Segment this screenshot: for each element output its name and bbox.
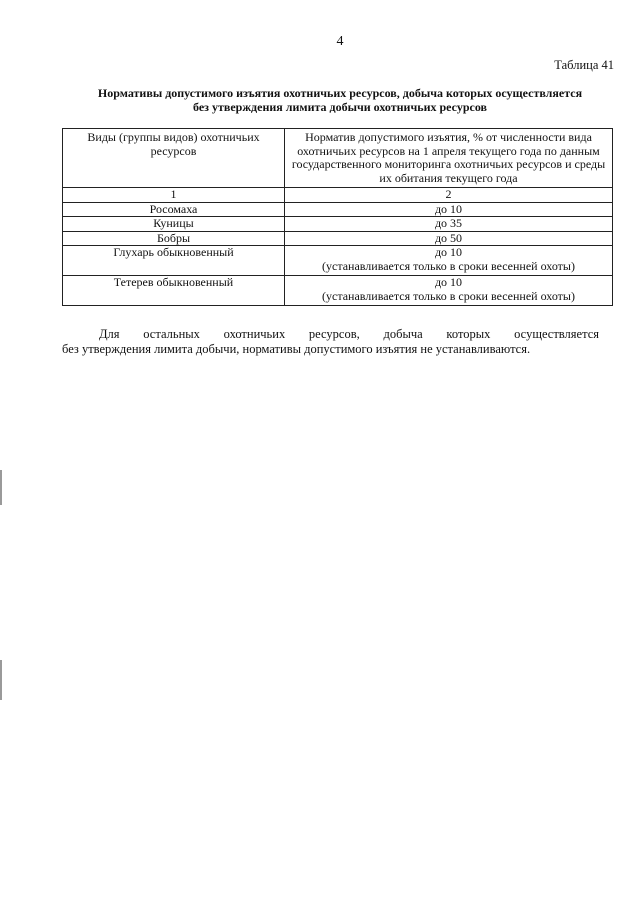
table-caption: Таблица 41 — [554, 58, 614, 72]
document-title — [40, 86, 640, 114]
norm-note: (устанавливается только в сроки весенней охоты) — [322, 288, 575, 303]
norms-table — [62, 128, 613, 306]
footnote-line-2: без утверждения лимита добычи, нормативы допустимого изъятия не устанавливаются. — [62, 342, 531, 356]
table-header-row — [63, 129, 613, 188]
species-cell: Глухарь обыкновенный — [63, 246, 285, 276]
document-title-line-2: без утверждения лимита добычи охотничьих ресурсов — [192, 100, 487, 114]
species-cell: Росомаха — [63, 202, 285, 217]
header-species-cell: Виды (группы видов) охотничьих ресурсов — [63, 129, 285, 188]
scan-edge-mark — [0, 470, 2, 505]
norm-cell: до 35 — [285, 217, 613, 232]
norm-value: до 10 — [434, 275, 463, 289]
header-norm-cell: Норматив допустимого изъятия, % от численности вида охотничьих ресурсов на 1 апреля текущего года по данным государственного мониторинга охотничьих ресурсов и среды их обитания текущего года — [285, 129, 613, 188]
species-cell: Бобры — [63, 231, 285, 246]
table-row — [63, 276, 613, 306]
norm-cell — [285, 246, 613, 276]
footnote-paragraph — [62, 327, 599, 357]
species-cell: Тетерев обыкновенный — [63, 276, 285, 306]
column-number-row — [63, 188, 613, 203]
species-cell: Куницы — [63, 217, 285, 232]
norm-cell: до 10 — [285, 202, 613, 217]
norm-value: до 10 — [434, 245, 463, 259]
footnote-line-1: Для остальных охотничьих ресурсов, добыча которых осуществляется — [99, 327, 599, 341]
table-row — [63, 246, 613, 276]
column-number-2: 2 — [285, 188, 613, 203]
norm-cell: до 50 — [285, 231, 613, 246]
table-row — [63, 202, 613, 217]
column-number-1: 1 — [63, 188, 285, 203]
norm-note: (устанавливается только в сроки весенней охоты) — [322, 258, 575, 273]
document-title-line-1: Нормативы допустимого изъятия охотничьих ресурсов, добыча которых осуществляется — [97, 86, 583, 100]
table-row — [63, 217, 613, 232]
norm-cell — [285, 276, 613, 306]
page-number: 4 — [336, 34, 344, 49]
scan-edge-mark — [0, 660, 2, 700]
table-row — [63, 231, 613, 246]
